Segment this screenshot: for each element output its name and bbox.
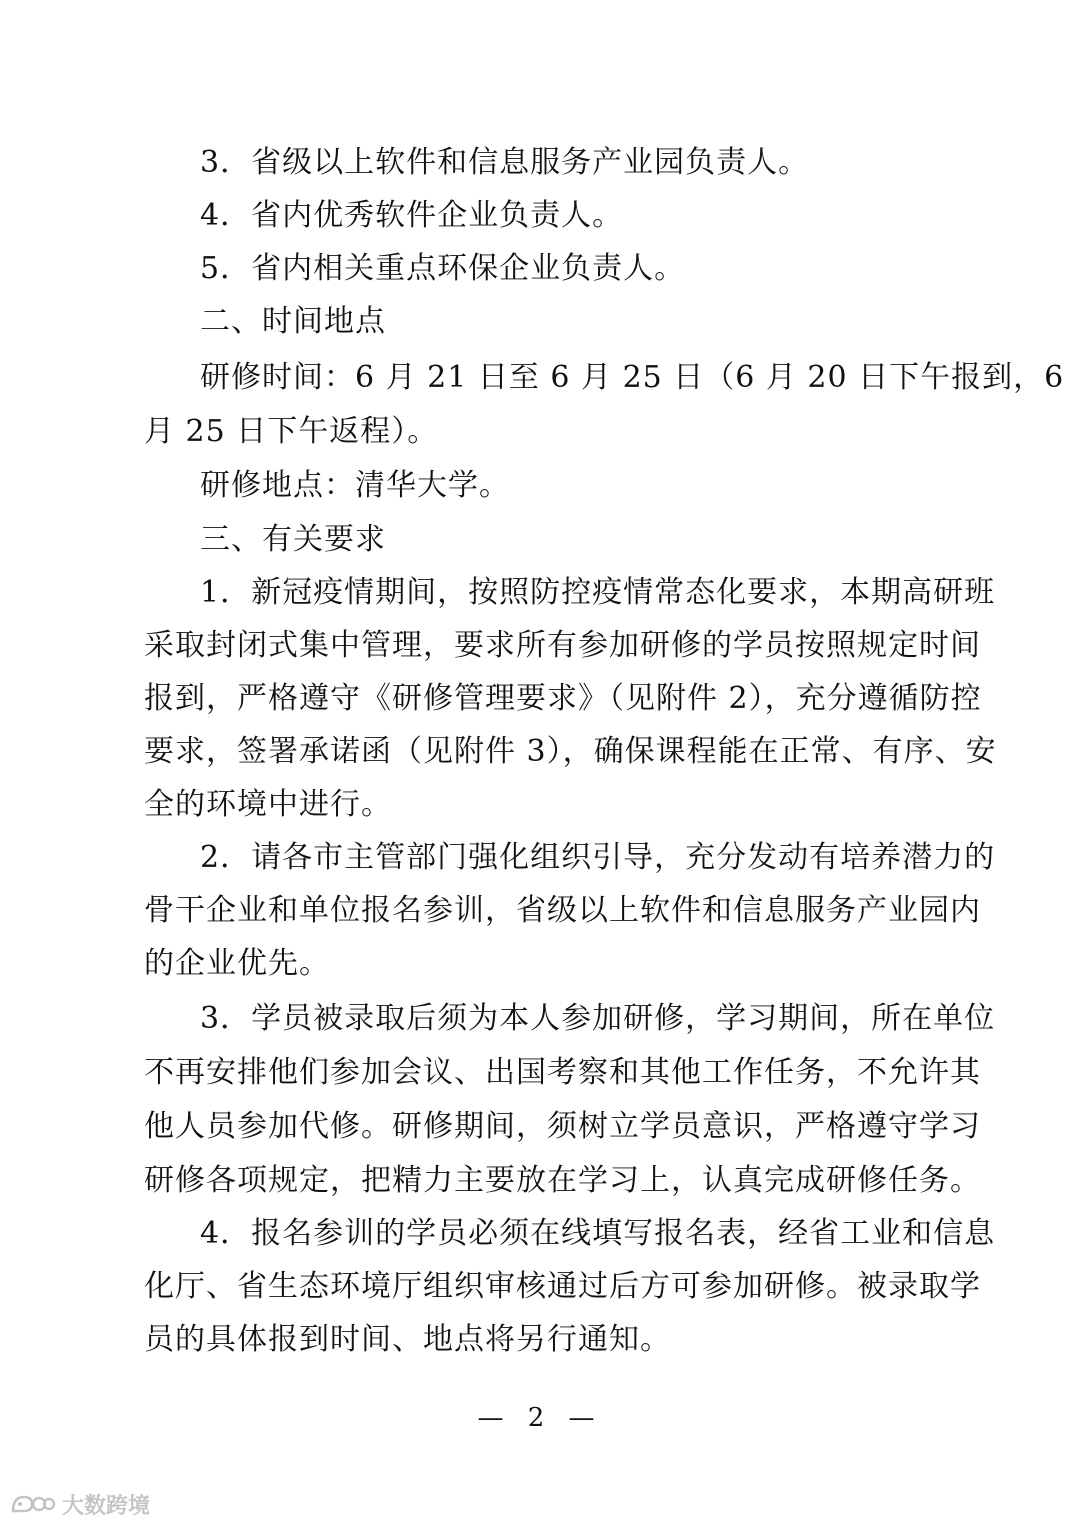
paragraph-line: 研修各项规定，把精力主要放在学习上，认真完成研修任务。 [144, 1163, 981, 1198]
watermark [10, 1488, 150, 1520]
paragraph-line: 研修地点：清华大学。 [200, 468, 510, 503]
paragraph-line: 4．报名参训的学员必须在线填写报名表，经省工业和信息 [200, 1216, 996, 1251]
paragraph-line: 月 25 日下午返程）。 [144, 414, 439, 449]
list-item-4-software-leaders: 4．省内优秀软件企业负责人。 [200, 198, 624, 233]
watermark-text: 大数跨境 [62, 1493, 151, 1519]
paragraph-line: 3．学员被录取后须为本人参加研修，学习期间，所在单位 [200, 1001, 996, 1036]
paragraph-line: 的企业优先。 [144, 946, 330, 981]
paragraph-line: 采取封闭式集中管理，要求所有参加研修的学员按照规定时间 [144, 628, 981, 663]
dashujuajing-logo-icon [10, 1491, 56, 1517]
paragraph-line: 全的环境中进行。 [144, 787, 392, 822]
paragraph-line: 1．新冠疫情期间，按照防控疫情常态化要求，本期高研班 [200, 575, 996, 610]
paragraph-line: 骨干企业和单位报名参训，省级以上软件和信息服务产业园内 [144, 893, 981, 928]
paragraph-line: 2．请各市主管部门强化组织引导，充分发动有培养潜力的 [200, 840, 996, 875]
page-number: — 2 — [477, 1403, 603, 1433]
paragraph-line: 研修时间：6 月 21 日至 6 月 25 日（6 月 20 日下午报到，6 [200, 360, 1065, 395]
section-heading-requirements: 三、有关要求 [200, 522, 386, 557]
paragraph-line: 报到，严格遵守《研修管理要求》（见附件 2），充分遵循防控 [144, 681, 982, 716]
paragraph-line: 员的具体报到时间、地点将另行通知。 [144, 1322, 671, 1357]
paragraph-line: 要求，签署承诺函（见附件 3），确保课程能在正常、有序、安 [144, 734, 997, 769]
list-item-5-env-leaders: 5．省内相关重点环保企业负责人。 [200, 251, 686, 286]
paragraph-line: 化厅、省生态环境厅组织审核通过后方可参加研修。被录取学 [144, 1269, 981, 1304]
list-item-3-park-leaders: 3．省级以上软件和信息服务产业园负责人。 [200, 145, 810, 180]
section-heading-time-place: 二、时间地点 [200, 304, 386, 339]
paragraph-line: 他人员参加代修。研修期间，须树立学员意识，严格遵守学习 [144, 1109, 981, 1144]
paragraph-line: 不再安排他们参加会议、出国考察和其他工作任务，不允许其 [144, 1055, 981, 1090]
